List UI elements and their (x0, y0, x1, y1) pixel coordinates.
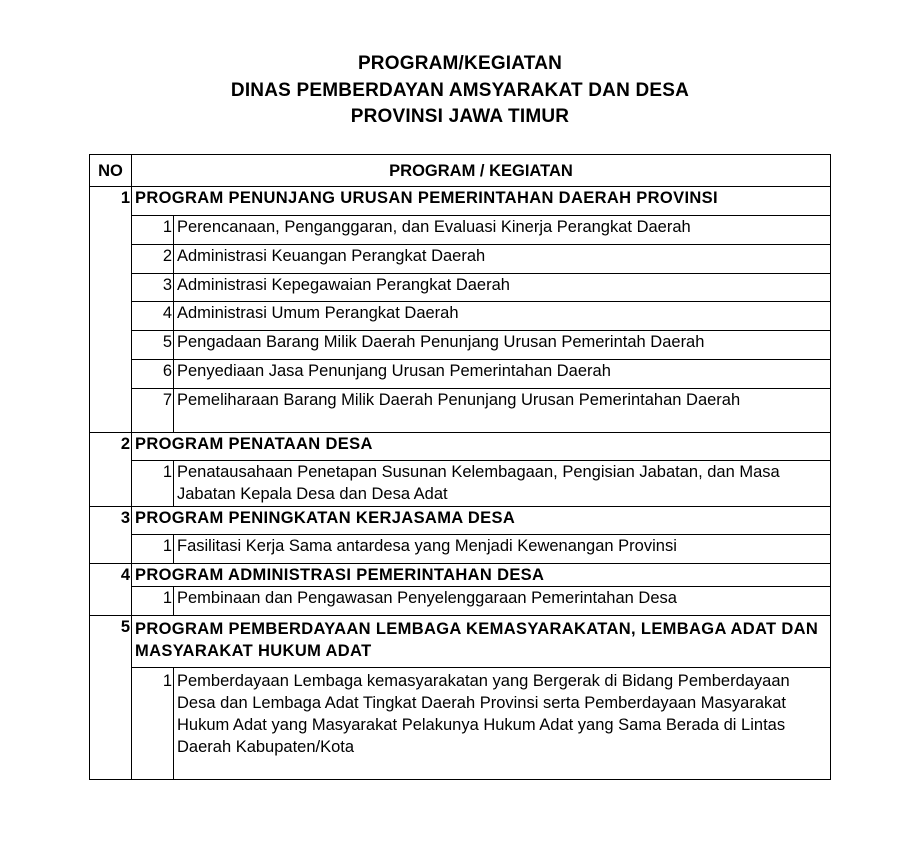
kegiatan-row (90, 587, 831, 616)
program-row (90, 616, 831, 668)
kegiatan-number: 2 (132, 245, 174, 274)
kegiatan-row (90, 461, 831, 507)
kegiatan-number: 6 (132, 360, 174, 389)
kegiatan-name: Penatausahaan Penetapan Susunan Kelembagaan, Pengisian Jabatan, dan Masa Jabatan Kepala Desa dan Desa Adat (174, 461, 831, 507)
kegiatan-number: 1 (132, 535, 174, 564)
document-title-line-1: PROGRAM/KEGIATAN (357, 53, 563, 74)
program-row (90, 507, 831, 535)
table-header-row (90, 155, 831, 187)
kegiatan-name: Perencanaan, Penganggaran, dan Evaluasi Kinerja Perangkat Daerah (174, 216, 831, 245)
kegiatan-name: Pemberdayaan Lembaga kemasyarakatan yang Bergerak di Bidang Pemberdayaan Desa dan Lembaga Adat Tingkat Daerah Provinsi serta Pemberdayaan Masyarakat Hukum Adat yang Masyarakat Pelakunya Hukum Adat yang Sama Berada di Lintas Daerah Kabupaten/Kota (174, 668, 831, 780)
kegiatan-number: 1 (132, 668, 174, 780)
kegiatan-name: Penyediaan Jasa Penunjang Urusan Pemerintahan Daerah (174, 360, 831, 389)
kegiatan-number: 3 (132, 274, 174, 302)
kegiatan-row (90, 360, 831, 389)
kegiatan-number: 7 (132, 389, 174, 433)
program-number: 1 (90, 187, 132, 216)
kegiatan-row (90, 389, 831, 433)
kegiatan-row (90, 245, 831, 274)
kegiatan-row (90, 668, 831, 780)
kegiatan-name: Pembinaan dan Pengawasan Penyelenggaraan Pemerintahan Desa (174, 587, 831, 616)
kegiatan-number: 1 (132, 461, 174, 507)
kegiatan-row (90, 302, 831, 331)
kegiatan-name: Administrasi Umum Perangkat Daerah (174, 302, 831, 331)
program-name: PROGRAM ADMINISTRASI PEMERINTAHAN DESA (132, 564, 831, 587)
header-no: NO (90, 155, 132, 187)
kegiatan-number: 4 (132, 302, 174, 331)
document-title-line-2: DINAS PEMBERDAYAN AMSYARAKAT DAN DESA (230, 80, 690, 101)
kegiatan-name: Pengadaan Barang Milik Daerah Penunjang Urusan Pemerintah Daerah (174, 331, 831, 360)
program-row (90, 433, 831, 461)
kegiatan-name: Pemeliharaan Barang Milik Daerah Penunjang Urusan Pemerintahan Daerah (174, 389, 831, 433)
header-program: PROGRAM / KEGIATAN (132, 155, 831, 187)
program-number: 3 (90, 507, 132, 535)
kegiatan-row (90, 216, 831, 245)
program-row (90, 564, 831, 587)
kegiatan-number: 1 (132, 216, 174, 245)
kegiatan-name: Administrasi Kepegawaian Perangkat Daerah (174, 274, 831, 302)
program-number: 2 (90, 433, 132, 461)
program-name: PROGRAM PENUNJANG URUSAN PEMERINTAHAN DAERAH PROVINSI (132, 187, 831, 216)
program-table (89, 154, 831, 780)
kegiatan-name: Administrasi Keuangan Perangkat Daerah (174, 245, 831, 274)
program-number: 5 (90, 616, 132, 668)
program-row (90, 187, 831, 216)
program-number: 4 (90, 564, 132, 587)
kegiatan-row (90, 331, 831, 360)
program-name: PROGRAM PENATAAN DESA (132, 433, 831, 461)
kegiatan-number: 5 (132, 331, 174, 360)
program-name: PROGRAM PENINGKATAN KERJASAMA DESA (132, 507, 831, 535)
kegiatan-row (90, 274, 831, 302)
program-name: PROGRAM PEMBERDAYAAN LEMBAGA KEMASYARAKATAN, LEMBAGA ADAT DAN MASYARAKAT HUKUM ADAT (132, 616, 831, 668)
document-title-line-3: PROVINSI JAWA TIMUR (350, 106, 570, 127)
kegiatan-row (90, 535, 831, 564)
kegiatan-number: 1 (132, 587, 174, 616)
kegiatan-name: Fasilitasi Kerja Sama antardesa yang Menjadi Kewenangan Provinsi (174, 535, 831, 564)
